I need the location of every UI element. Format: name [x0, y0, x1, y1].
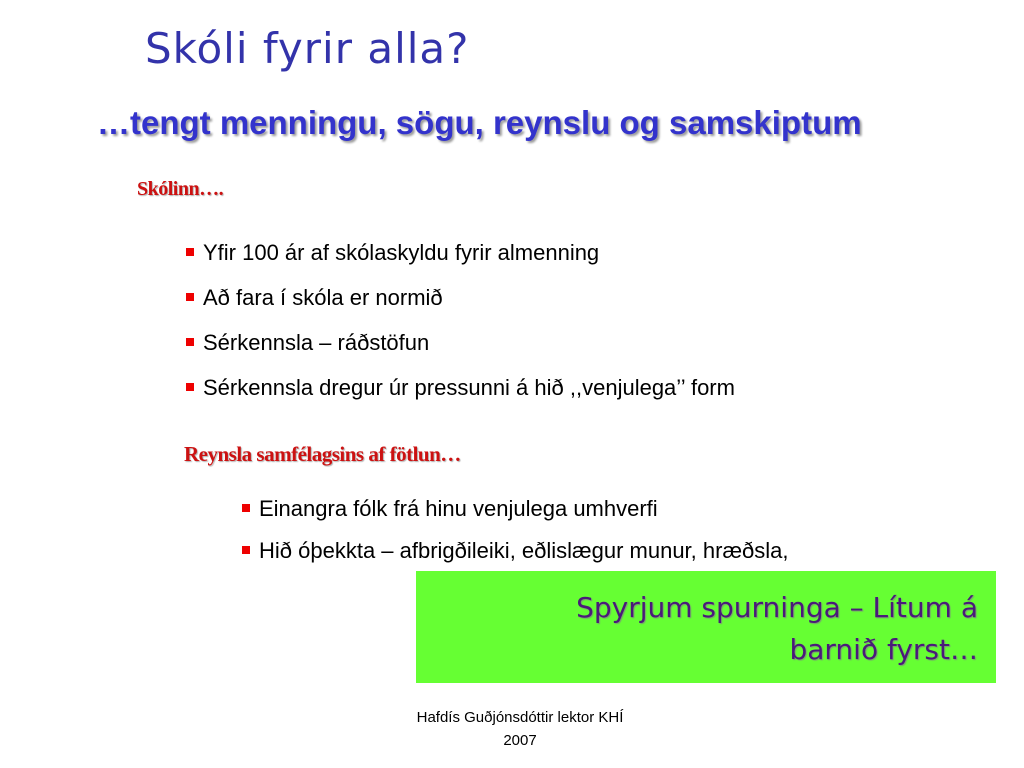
- bullet-list-skolinn: [186, 230, 735, 410]
- list-item: [186, 365, 735, 410]
- section-heading-reynsla: Reynsla samfélagsins af fötlun…: [184, 442, 461, 466]
- square-bullet-icon: [186, 338, 194, 346]
- list-item-text: Einangra fólk frá hinu venjulega umhverfi: [259, 496, 658, 521]
- list-item-text: Sérkennsla dregur úr pressunni á hið ,,venjulega’’ form: [203, 374, 735, 400]
- square-bullet-icon: [242, 546, 250, 554]
- slide-subtitle: …tengt menningu, sögu, reynslu og samskiptum: [97, 104, 862, 141]
- bullet-list-reynsla: [242, 488, 788, 572]
- list-item: [186, 320, 735, 365]
- list-item: [242, 530, 788, 572]
- list-item-text: Sérkennsla – ráðstöfun: [203, 329, 430, 355]
- list-item-text: Að fara í skóla er normið: [203, 284, 443, 310]
- square-bullet-icon: [186, 383, 194, 391]
- list-item: [186, 230, 735, 275]
- list-item: [186, 275, 735, 320]
- footer-credit: [330, 706, 710, 752]
- callout-box: [416, 571, 996, 683]
- square-bullet-icon: [186, 248, 194, 256]
- section-heading-skolinn: Skólinn….: [137, 178, 224, 200]
- list-item-text: Hið óþekkta – afbrigðileiki, eðlislægur munur, hræðsla,: [259, 538, 789, 563]
- callout-line-1: Spyrjum spurninga – Lítum á: [576, 591, 978, 624]
- square-bullet-icon: [186, 293, 194, 301]
- callout-line-2: barnið fyrst…: [789, 633, 978, 666]
- footer-year: 2007: [503, 732, 537, 749]
- list-item: [242, 488, 788, 530]
- slide-title: Skóli fyrir alla?: [145, 24, 470, 73]
- square-bullet-icon: [242, 504, 250, 512]
- footer-author: Hafdís Guðjónsdóttir lektor KHÍ: [416, 709, 624, 726]
- list-item-text: Yfir 100 ár af skólaskyldu fyrir almenning: [203, 239, 600, 265]
